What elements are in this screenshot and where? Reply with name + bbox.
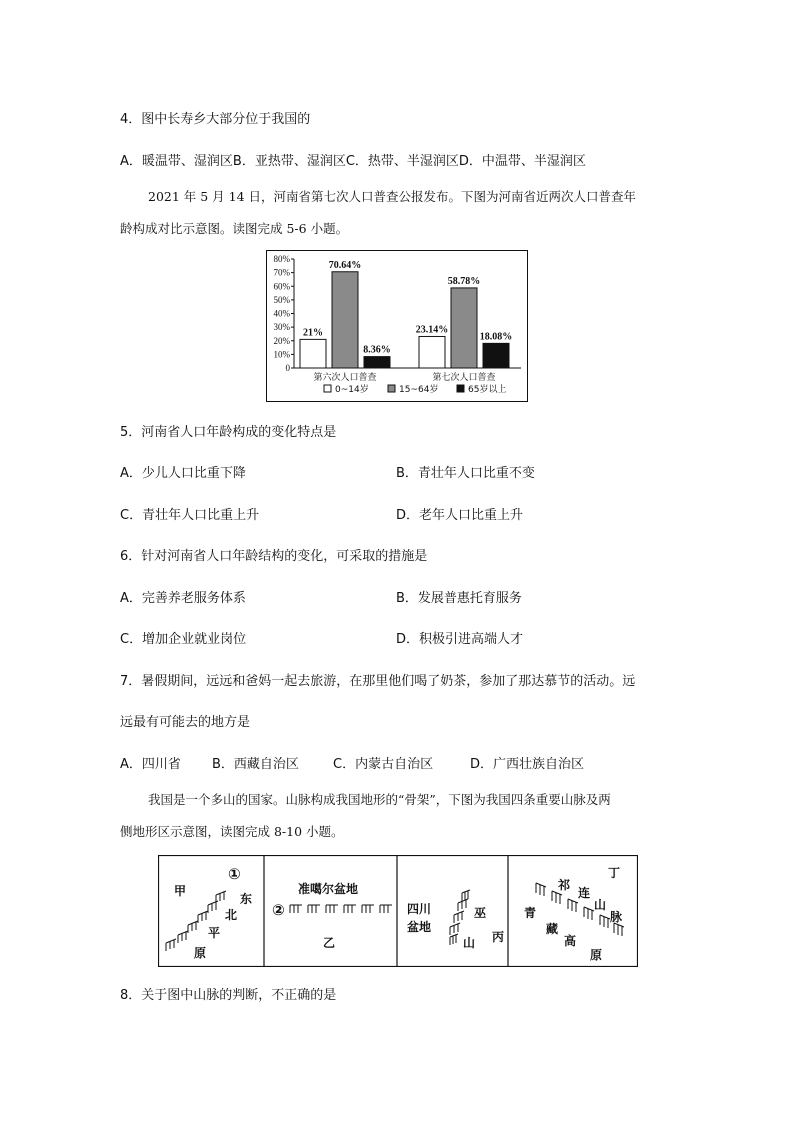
label-lian: 连 bbox=[578, 886, 591, 900]
q5-option-d: D．老年人口比重上升 bbox=[396, 508, 524, 523]
q5-stem: 5．河南省人口年龄构成的变化特点是 bbox=[120, 425, 337, 440]
label-bei: 北 bbox=[225, 908, 238, 922]
data-label: 58.78% bbox=[447, 275, 481, 287]
bar bbox=[300, 339, 326, 368]
q7-option-c: C．内蒙古自治区 bbox=[333, 757, 434, 772]
y-tick-label: 0 bbox=[285, 363, 290, 373]
label-shan-3: 山 bbox=[463, 936, 476, 950]
mountain-range-map bbox=[158, 855, 638, 967]
y-tick-label: 70% bbox=[273, 267, 290, 278]
label-qi: 祁 bbox=[558, 878, 571, 892]
label-ping: 平 bbox=[208, 926, 221, 940]
label-ding: 丁 bbox=[608, 866, 621, 880]
legend-label: 0~14岁 bbox=[335, 385, 369, 395]
label-circle-2: ② bbox=[272, 901, 285, 919]
bar bbox=[419, 336, 445, 368]
label-yuan-4: 原 bbox=[590, 948, 603, 962]
bar bbox=[451, 288, 477, 368]
label-jia: 甲 bbox=[174, 884, 187, 898]
data-label: 70.64% bbox=[328, 259, 362, 271]
q6-option-d: D．积极引进高端人才 bbox=[396, 632, 524, 647]
label-gao: 高 bbox=[564, 934, 577, 948]
category-label: 第七次人口普查 bbox=[432, 373, 496, 383]
data-label: 21% bbox=[303, 327, 323, 339]
label-wu: 巫 bbox=[474, 906, 487, 920]
panel-3-wushan bbox=[407, 890, 504, 950]
data-label: 23.14% bbox=[415, 324, 449, 336]
q7-option-d: D．广西壮族自治区 bbox=[470, 757, 585, 772]
label-yuan-1: 原 bbox=[194, 946, 207, 960]
intro1-line1: 2021 年 5 月 14 日，河南省第七次人口普查公报发布。下图为河南省近两次人口普查年 bbox=[148, 189, 637, 204]
y-tick-label: 40% bbox=[273, 308, 290, 319]
q5-option-b: B．青壮年人口比重不变 bbox=[396, 466, 535, 481]
y-tick-label: 80% bbox=[273, 254, 290, 264]
label-shan-4: 山 bbox=[594, 898, 607, 912]
mountain-symbols-1 bbox=[166, 891, 226, 951]
y-tick-label: 50% bbox=[273, 294, 290, 305]
y-tick-label: 10% bbox=[273, 349, 290, 360]
bar bbox=[364, 357, 390, 368]
data-label: 18.08% bbox=[479, 331, 513, 343]
label-yi: 乙 bbox=[323, 936, 336, 950]
mountain-symbols-2 bbox=[290, 905, 392, 913]
q4-options bbox=[120, 150, 586, 169]
legend-label: 15~64岁 bbox=[399, 385, 439, 395]
q6-option-b: B．发展普惠托育服务 bbox=[396, 591, 522, 606]
bar bbox=[483, 343, 509, 368]
q6-stem: 6．针对河南省人口年龄结构的变化，可采取的措施是 bbox=[120, 549, 428, 564]
q6-option-a: A．完善养老服务体系 bbox=[120, 591, 246, 606]
q8-stem: 8．关于图中山脉的判断，不正确的是 bbox=[120, 988, 337, 1003]
y-tick-label: 20% bbox=[273, 335, 290, 346]
label-zang: 藏 bbox=[546, 922, 559, 936]
label-dong: 东 bbox=[240, 892, 253, 906]
label-qing: 青 bbox=[524, 906, 537, 920]
panel-2-tianshan bbox=[272, 881, 392, 950]
intro2-line1: 我国是一个多山的国家。山脉构成我国地形的“骨架”，下图为我国四条重要山脉及两 bbox=[148, 792, 611, 807]
q4-option-b: B．亚热带、湿润区 bbox=[232, 154, 346, 169]
y-tick-label: 30% bbox=[273, 322, 290, 333]
q4-option-d: D．中温带、半湿润区 bbox=[458, 154, 586, 169]
panel-4-qilian bbox=[524, 866, 624, 962]
label-basin: 盆地 bbox=[407, 920, 432, 934]
q5-option-c: C．青壮年人口比重上升 bbox=[120, 508, 260, 523]
legend-swatch bbox=[388, 385, 395, 392]
q4-option-c: C．热带、半湿润区 bbox=[345, 154, 459, 169]
legend-label: 65岁以上 bbox=[468, 385, 507, 395]
q7-option-b: B．西藏自治区 bbox=[212, 757, 299, 772]
legend-swatch bbox=[457, 385, 464, 392]
label-circle-1: ① bbox=[228, 865, 241, 883]
q7-stem-line1: 7．暑假期间，远远和爸妈一起去旅游，在那里他们喝了奶茶，参加了那达慕节的活动。远 bbox=[120, 674, 636, 689]
legend-swatch bbox=[324, 385, 331, 392]
label-sichuan: 四川 bbox=[407, 902, 432, 916]
y-tick-label: 60% bbox=[273, 281, 290, 292]
q7-stem-line2: 远最有可能去的地方是 bbox=[120, 715, 251, 730]
category-label: 第六次人口普查 bbox=[313, 373, 377, 383]
q6-option-c: C．增加企业就业岗位 bbox=[120, 632, 247, 647]
bar bbox=[332, 272, 358, 368]
q4-stem: 4．图中长寿乡大部分位于我国的 bbox=[120, 112, 311, 127]
label-basin-junggar: 准噶尔盆地 bbox=[298, 882, 359, 896]
q5-option-a: A．少儿人口比重下降 bbox=[120, 466, 246, 481]
data-label: 8.36% bbox=[363, 344, 391, 356]
population-age-chart bbox=[266, 250, 528, 402]
panel-1-great-khingan bbox=[166, 865, 252, 960]
q4-option-a: A．暖温带、湿润区 bbox=[120, 154, 233, 169]
intro1-line2: 龄构成对比示意图。读图完成 5-6 小题。 bbox=[120, 221, 349, 236]
label-bing: 丙 bbox=[492, 930, 505, 944]
label-mai: 脉 bbox=[610, 910, 623, 924]
intro2-line2: 侧地形区示意图，读图完成 8-10 小题。 bbox=[120, 824, 344, 839]
q7-option-a: A．四川省 bbox=[120, 757, 181, 772]
